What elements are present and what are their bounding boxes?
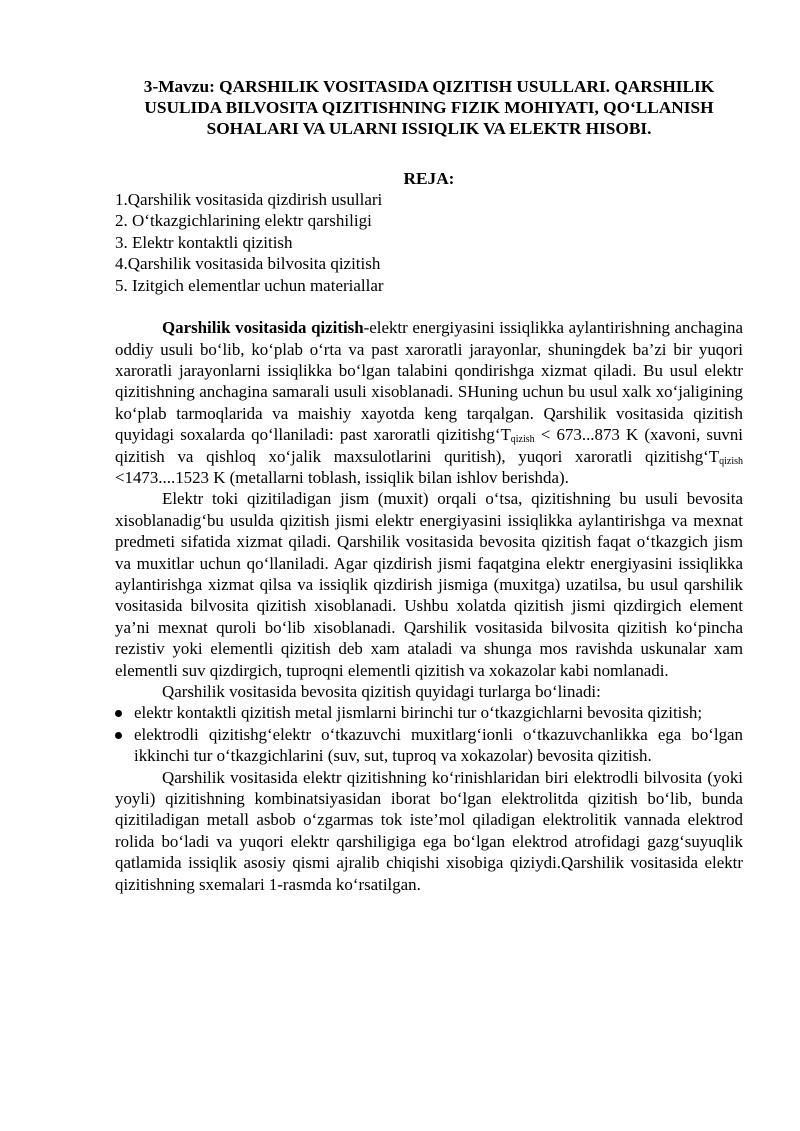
plan-heading: REJA: [403, 168, 455, 188]
title-line-3: SOHALARI VA ULARNI ISSIQLIK VA ELEKTR HISOBI. [206, 119, 652, 139]
plan-item: 4.Qarshilik vositasida bilvosita qizitish [115, 254, 381, 274]
plan-list [115, 189, 743, 297]
subscript: qizish [510, 434, 535, 446]
paragraph-text: <1473....1523 K (metallarni toblash, issiqlik bilan ishlov berishda). [115, 467, 569, 487]
bullet-item [115, 724, 743, 767]
bullet-item [115, 702, 743, 723]
bullet-dot-icon [115, 732, 122, 739]
title-line-2: USULIDA BILVOSITA QIZITISHNING FIZIK MOHIYATI, QO‘LLANISH [144, 98, 714, 118]
intro-paragraph [115, 317, 743, 488]
plan-item: 1.Qarshilik vositasida qizdirish usullari [115, 189, 383, 209]
plan-item: 3. Elektr kontaktli qizitish [115, 232, 293, 252]
direct-heating-paragraph: Elektr toki qizitiladigan jism (muxit) orqali o‘tsa, qizitishning bu usuli bevosita xisoblanadig‘bu usulda qizitish jismi elektr energiyasini issiqlikka aylantirishga va mexnat predmeti sifatida xizmat qiladi. Qarshilik vositasida bevosita qizitish faqat o‘tkazgich jism va muxitlar uchun qo‘llaniladi. Agar qizdirish jismi faqatgina elektr energiyasini issiqlikka aylantirishga xizmat qilsa va issiqlik qizdirish jismiga (muxitga) uzatilsa, bu usul qarshilik vositasida bilvosita qizitish xisoblanadi. Ushbu xolatda qizitish jismi qizdirgich element ya’ni mexnat quroli bo‘lib xisoblanadi. Qarshilik vositasida bilvosita qizitish ko‘pincha rezistiv yoki elementli qizitish deb xam ataladi va shunga mos ravishda uskunalar xam elementli suv qizdirgich, tuproqni elementli qizitish va xokazolar kabi nomlanadi. [115, 489, 743, 680]
subscript: qizish [719, 455, 743, 467]
page-content [115, 76, 743, 895]
plan-item: 2. O‘tkazgichlarining elektr qarshiligi [115, 211, 372, 231]
bullet-text: elektr kontaktli qizitish metal jismlarni birinchi tur o‘tkazgichlarni bevosita qizitish; [134, 703, 703, 723]
types-intro-paragraph: Qarshilik vositasida bevosita qizitish quyidagi turlarga bo‘linadi: [162, 682, 601, 702]
bullet-text: elektrodli qizitishg‘elektr o‘tkazuvchi muxitlarg‘ionli o‘tkazuvchanlikka ega bo‘lgan ikkinchi tur o‘tkazgichlarini (suv, sut, tuproq va xokazolar) bevosita qizitish. [134, 724, 743, 766]
plan-item: 5. Izitgich elementlar uchun materiallar [115, 275, 384, 295]
bullet-dot-icon [115, 710, 122, 717]
title-line-1: 3-Mavzu: QARSHILIK VOSITASIDA QIZITISH USULLARI. QARSHILIK [143, 77, 715, 96]
topic-title [115, 76, 743, 140]
bold-term: Qarshilik vositasida qizitish [162, 318, 364, 338]
paragraph-text: < 673...873 K (xavoni, suvni qizitish va qishloq xo‘jalik maxsulotlarini quritish), yuqori xaroratli qizitishg‘T [115, 425, 743, 466]
paragraph-text: -elektr energiyasini issiqlikka aylantirishning anchagina oddiy usuli bo‘lib, ko‘plab o‘rta va past xaroratli jarayonlar, shuningdek ba’zi bir yuqori xaroratli jarayonlarni issiqlikka bo‘lgan talabini qondirishga xizmat qiladi. Bu usul elektr qizitishning anchagina samarali usuli xisoblanadi. SHuning uchun bu usul xalk xo‘jaligining ko‘plab tarmoqlarida va maishiy xayotda keng tarqalgan. Qarshilik vositasida qizitish quyidagi soxalarda qo‘llaniladi: past xaroratli qizitishg‘T [115, 318, 743, 445]
heating-types-list [115, 702, 743, 766]
electrolyte-heating-paragraph: Qarshilik vositasida elektr qizitishning ko‘rinishlaridan biri elektrodli bilvosita (yoki yoyli) qizitishning kombinatsiyasidan iborat bo‘lgan elektrolitda qizitish bo‘lib, bunda qizitiladigan metall asbob o‘zgarmas tok iste’mol qiladigan elektrolitik vannada elektrod rolida bo‘ladi va yuqori elektr qarshiligiga ega bo‘lgan elektrod atrofidagi gazg‘suyuqlik qatlamida issiqlik asosiy qismi ajralib chiqishi xisobiga qiziydi.Qarshilik vositasida elektr qizitishning sxemalari 1-rasmda ko‘rsatilgan. [115, 767, 743, 894]
